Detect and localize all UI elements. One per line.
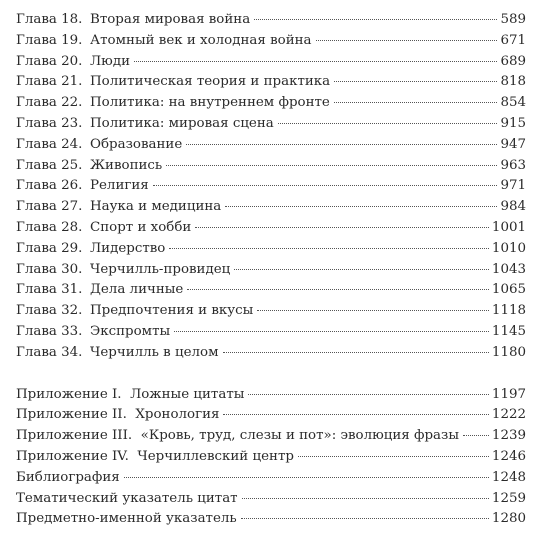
chapter-label: Глава 25. bbox=[16, 157, 83, 173]
dot-leader bbox=[254, 19, 497, 20]
chapter-title: Предпочтения и вкусы bbox=[90, 303, 254, 319]
dot-leader bbox=[234, 269, 489, 270]
page-number: 1145 bbox=[491, 323, 526, 339]
page-number: 1280 bbox=[491, 511, 526, 527]
chapter-label: Глава 29. bbox=[16, 240, 83, 256]
appendix-title: Приложение IV. Черчиллевский центр bbox=[16, 448, 294, 464]
chapters-list bbox=[16, 10, 526, 364]
chapter-label: Глава 26. bbox=[16, 178, 83, 194]
dot-leader bbox=[166, 165, 497, 166]
dot-leader bbox=[153, 185, 498, 186]
dot-leader bbox=[242, 498, 489, 499]
toc-entry bbox=[16, 218, 526, 239]
dot-leader bbox=[169, 248, 489, 249]
dot-leader bbox=[186, 144, 497, 145]
chapter-title: Экспромты bbox=[90, 323, 171, 339]
toc-entry bbox=[16, 322, 526, 343]
dot-leader bbox=[257, 310, 489, 311]
page-number: 1043 bbox=[491, 261, 526, 277]
dot-leader bbox=[223, 414, 488, 415]
page-number: 971 bbox=[500, 178, 526, 194]
toc-entry bbox=[16, 176, 526, 197]
chapter-label: Глава 19. bbox=[16, 32, 83, 48]
dot-leader bbox=[187, 289, 489, 290]
toc-entry bbox=[16, 260, 526, 281]
page-number: 947 bbox=[500, 136, 526, 152]
page-number: 1222 bbox=[491, 407, 526, 423]
chapter-label: Глава 27. bbox=[16, 199, 83, 215]
appendix-title: Приложение III. «Кровь, труд, слезы и пот»: эволюция фразы bbox=[16, 428, 459, 444]
toc-entry bbox=[16, 197, 526, 218]
chapter-title: Лидерство bbox=[90, 240, 166, 256]
dot-leader bbox=[174, 331, 489, 332]
page-number: 1010 bbox=[491, 240, 526, 256]
appendix-title: Предметно-именной указатель bbox=[16, 511, 237, 527]
dot-leader bbox=[278, 123, 498, 124]
chapter-label: Глава 20. bbox=[16, 53, 83, 69]
page-number: 818 bbox=[500, 74, 526, 90]
page-number: 671 bbox=[500, 32, 526, 48]
toc-entry bbox=[16, 239, 526, 260]
toc-entry bbox=[16, 509, 526, 530]
dot-leader bbox=[334, 102, 498, 103]
page-number: 963 bbox=[500, 157, 526, 173]
page-number: 689 bbox=[500, 53, 526, 69]
page-number: 915 bbox=[500, 115, 526, 131]
toc-entry bbox=[16, 10, 526, 31]
chapter-title: Дела личные bbox=[90, 282, 184, 298]
page-number: 984 bbox=[500, 199, 526, 215]
toc-entry bbox=[16, 468, 526, 489]
dot-leader bbox=[334, 81, 497, 82]
dot-leader bbox=[241, 518, 489, 519]
chapter-label: Глава 33. bbox=[16, 323, 83, 339]
toc-entry bbox=[16, 280, 526, 301]
page-number: 589 bbox=[500, 12, 526, 27]
chapter-label: Глава 21. bbox=[16, 74, 83, 90]
page-number: 1197 bbox=[491, 386, 526, 402]
dot-leader bbox=[225, 206, 497, 207]
toc-entry bbox=[16, 301, 526, 322]
toc-entry bbox=[16, 114, 526, 135]
dot-leader bbox=[134, 61, 497, 62]
appendix-title: Тематический указатель цитат bbox=[16, 490, 238, 506]
toc-entry bbox=[16, 426, 526, 447]
chapter-label: Глава 30. bbox=[16, 261, 83, 277]
appendices-list bbox=[16, 385, 526, 531]
chapter-title: Люди bbox=[90, 53, 131, 69]
dot-leader bbox=[195, 227, 489, 228]
chapter-title: Черчилль в целом bbox=[90, 344, 219, 360]
appendix-title: Приложение I. Ложные цитаты bbox=[16, 386, 245, 402]
chapter-label: Глава 22. bbox=[16, 95, 83, 111]
toc-entry bbox=[16, 93, 526, 114]
dot-leader bbox=[463, 435, 489, 436]
chapter-title: Политика: мировая сцена bbox=[90, 115, 274, 131]
chapter-label: Глава 18. bbox=[16, 12, 83, 27]
toc-entry bbox=[16, 31, 526, 52]
chapter-title: Атомный век и холодная война bbox=[90, 32, 312, 48]
chapter-title: Черчилль-провидец bbox=[90, 261, 231, 277]
chapter-title: Наука и медицина bbox=[90, 199, 222, 215]
chapter-label: Глава 31. bbox=[16, 282, 83, 298]
page-number: 1180 bbox=[491, 344, 526, 360]
toc-entry bbox=[16, 489, 526, 510]
toc-entry bbox=[16, 156, 526, 177]
page-number: 854 bbox=[500, 95, 526, 111]
chapter-label: Глава 24. bbox=[16, 136, 83, 152]
toc-entry bbox=[16, 135, 526, 156]
chapter-label: Глава 32. bbox=[16, 303, 83, 319]
chapter-title: Спорт и хобби bbox=[90, 219, 192, 235]
chapter-title: Живопись bbox=[90, 157, 163, 173]
dot-leader bbox=[223, 352, 489, 353]
chapter-title: Политическая теория и практика bbox=[90, 74, 331, 90]
page-number: 1246 bbox=[491, 448, 526, 464]
chapter-label: Глава 34. bbox=[16, 344, 83, 360]
page-number: 1001 bbox=[491, 219, 526, 235]
chapter-title: Религия bbox=[90, 178, 149, 194]
chapter-label: Глава 23. bbox=[16, 115, 83, 131]
table-of-contents bbox=[16, 10, 526, 530]
page-number: 1118 bbox=[491, 303, 526, 319]
dot-leader bbox=[298, 456, 489, 457]
toc-entry bbox=[16, 405, 526, 426]
toc-entry bbox=[16, 447, 526, 468]
dot-leader bbox=[248, 394, 489, 395]
dot-leader bbox=[316, 40, 498, 41]
toc-entry bbox=[16, 52, 526, 73]
toc-entry bbox=[16, 72, 526, 93]
dot-leader bbox=[124, 477, 489, 478]
toc-entry bbox=[16, 385, 526, 406]
toc-entry bbox=[16, 343, 526, 364]
chapter-title: Образование bbox=[90, 136, 183, 152]
page-number: 1259 bbox=[491, 490, 526, 506]
page-number: 1239 bbox=[491, 428, 526, 444]
page-number: 1065 bbox=[491, 282, 526, 298]
appendix-title: Приложение II. Хронология bbox=[16, 407, 220, 423]
appendix-title: Библиография bbox=[16, 469, 120, 485]
chapter-title: Вторая мировая война bbox=[90, 12, 251, 27]
chapter-label: Глава 28. bbox=[16, 219, 83, 235]
page-number: 1248 bbox=[491, 469, 526, 485]
chapter-title: Политика: на внутреннем фронте bbox=[90, 95, 330, 111]
